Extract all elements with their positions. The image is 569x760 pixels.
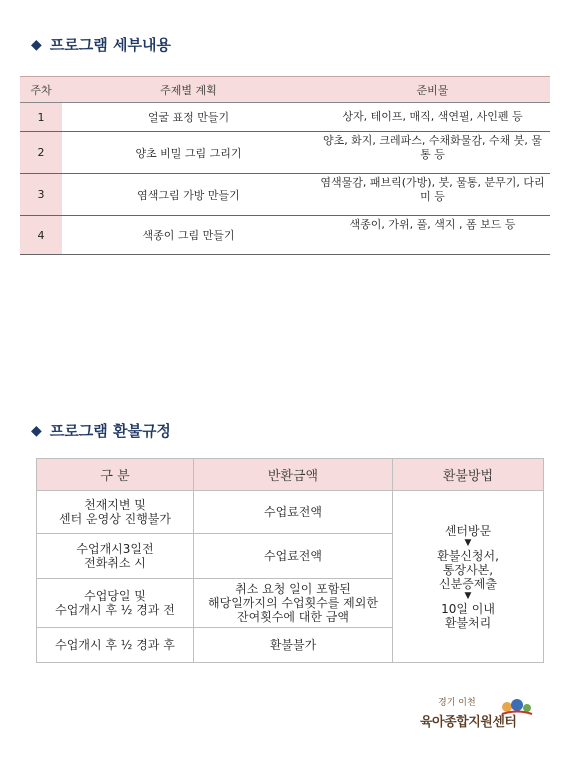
category-cell	[37, 579, 194, 628]
header-method: 환불방법	[393, 459, 544, 491]
table-row	[20, 216, 550, 255]
materials-cell: 상자, 테이프, 매직, 색연필, 사인펜 등	[315, 103, 550, 132]
category-line: 수업개시 후 ½ 경과 전	[55, 603, 175, 617]
header-amount: 반환금액	[194, 459, 393, 491]
materials-cell: 염색물감, 패브릭(가방), 붓, 물통, 분무기, 다리미 등	[315, 174, 550, 216]
section-title-text: 프로그램 환불규정	[49, 422, 171, 440]
amount-cell: 수업료전액	[194, 534, 393, 579]
category-line: 수업당일 및	[84, 589, 146, 603]
category-line: 수업개시3일전	[76, 542, 154, 556]
header-category: 구 분	[37, 459, 194, 491]
down-arrow-icon: ▼	[464, 590, 472, 601]
amount-line: 잔여횟수에 대한 금액	[237, 610, 349, 624]
table-row	[20, 103, 550, 132]
table-header-row	[37, 459, 544, 491]
theme-cell: 양초 비밀 그림 그리기	[62, 132, 315, 174]
logo-subtitle: 경기 이천	[438, 698, 476, 708]
method-step: 환불처리	[444, 615, 492, 630]
amount-line: 취소 요청 일이 포함된	[235, 582, 351, 596]
center-logo	[420, 695, 538, 735]
theme-cell: 색종이 그림 만들기	[62, 216, 315, 255]
category-line: 천재지변 및	[84, 498, 146, 512]
week-cell: 3	[20, 174, 62, 216]
diamond-icon: ◆	[31, 36, 42, 53]
header-week: 주차	[20, 77, 62, 103]
materials-cell: 색종이, 가위, 풀, 색지 , 폼 보드 등	[315, 216, 550, 255]
category-cell: 수업개시 후 ½ 경과 후	[37, 628, 194, 663]
section-title-refund	[31, 420, 171, 441]
category-cell	[37, 534, 194, 579]
down-arrow-icon: ▼	[464, 537, 472, 548]
refund-policy-table	[36, 458, 544, 663]
amount-line: 해당일까지의 수업횟수를 제외한	[208, 596, 378, 610]
theme-cell: 얼굴 표정 만들기	[62, 103, 315, 132]
diamond-icon: ◆	[31, 422, 42, 439]
method-step: 10일 이내	[441, 601, 495, 616]
header-materials: 준비물	[315, 77, 550, 103]
table-header-row	[20, 77, 550, 103]
category-cell	[37, 491, 194, 534]
amount-cell: 환불불가	[194, 628, 393, 663]
header-theme: 주제별 계획	[62, 77, 315, 103]
section-title-details	[31, 34, 171, 55]
theme-cell: 염색그림 가방 만들기	[62, 174, 315, 216]
table-row	[20, 132, 550, 174]
category-line: 전화취소 시	[84, 556, 146, 570]
table-row	[37, 491, 544, 534]
section-title-text: 프로그램 세부내용	[49, 36, 171, 54]
method-step: 센터방문	[444, 523, 492, 538]
week-cell: 1	[20, 103, 62, 132]
amount-cell: 수업료전액	[194, 491, 393, 534]
materials-cell: 양초, 화지, 크레파스, 수채화물감, 수채 붓, 물통 등	[315, 132, 550, 174]
method-step: 환불신청서,	[437, 548, 499, 563]
method-step: 통장사본,	[442, 562, 494, 577]
method-step: 신분증제출	[439, 576, 497, 591]
family-figures-icon	[500, 697, 534, 717]
category-line: 센터 운영상 진행불가	[59, 512, 171, 526]
week-cell: 4	[20, 216, 62, 255]
week-cell: 2	[20, 132, 62, 174]
program-details-table	[20, 76, 550, 255]
table-row	[20, 174, 550, 216]
refund-method-cell	[393, 491, 544, 663]
logo-title: 육아종합지원센터	[420, 715, 517, 730]
amount-cell	[194, 579, 393, 628]
